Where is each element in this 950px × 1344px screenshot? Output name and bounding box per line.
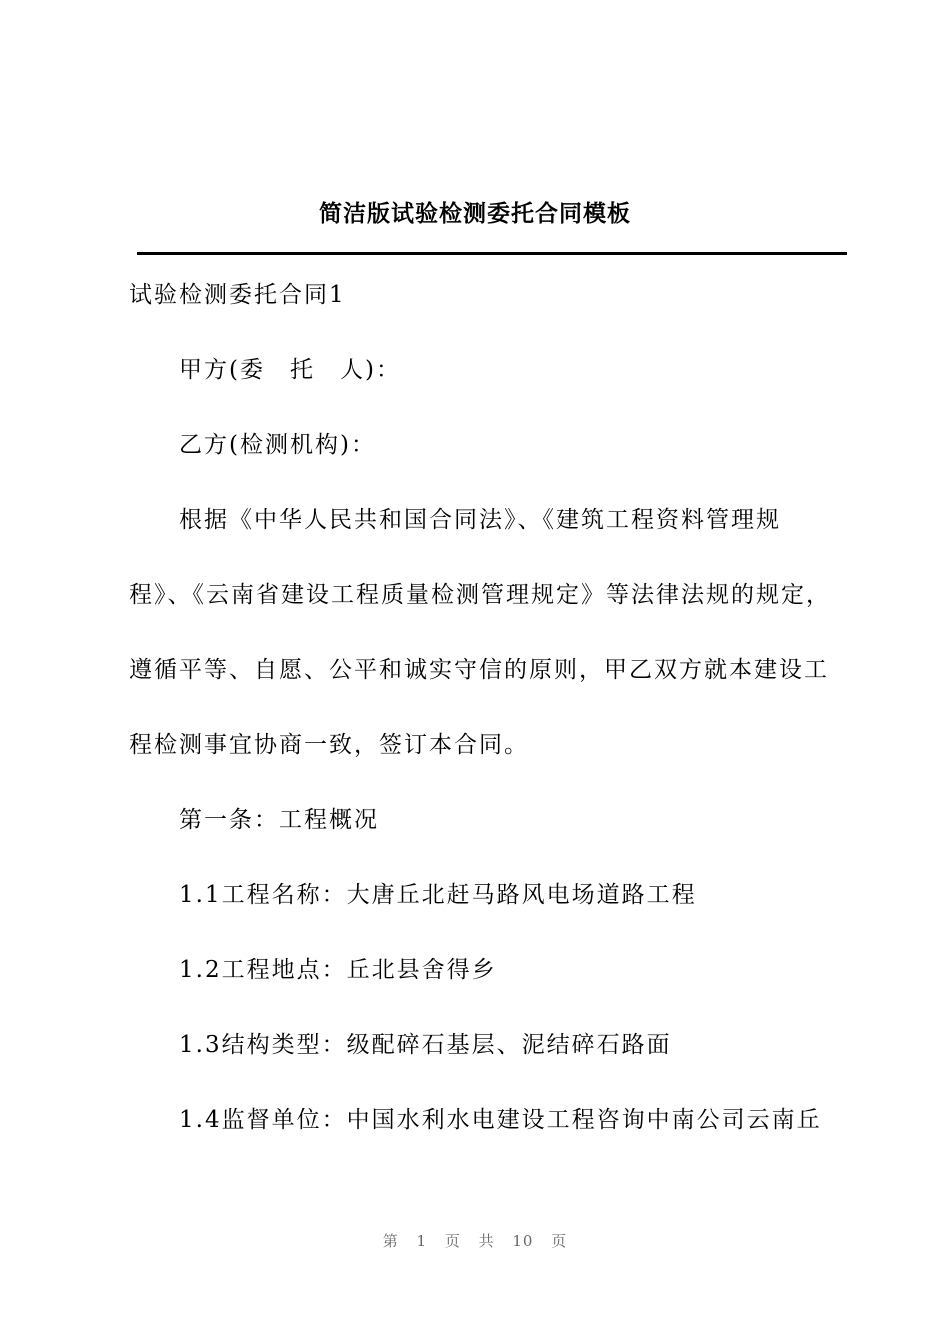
document-title: 简洁版试验检测委托合同模板 [319,200,631,227]
preamble-line: 程》、《云南省建设工程质量检测管理规定》等法律法规的规定， [129,582,831,608]
party-b-line: 乙方(检测机构)： [179,432,376,458]
preamble-line: 程检测事宜协商一致，签订本合同。 [129,732,529,758]
preamble-line: 根据《中华人民共和国合同法》、《建筑工程资料管理规 [179,507,781,533]
document-body [129,275,859,1175]
party-a-line: 甲方(委 托 人)： [179,357,401,383]
preamble-line: 遵循平等、自愿、公平和诚实守信的原则，甲乙双方就本建设工 [129,657,829,683]
article-1-title: 第一条：工程概况 [179,807,379,833]
project-name-item: 1.1工程名称：大唐丘北赶马路风电场道路工程 [179,882,697,908]
contract-heading: 试验检测委托合同1 [129,282,346,308]
structure-type-item: 1.3结构类型：级配碎石基层、泥结碎石路面 [179,1032,672,1058]
title-underline [137,252,847,255]
project-location-item: 1.2工程地点：丘北县舍得乡 [179,957,497,983]
preamble-paragraph [129,500,859,765]
page-footer: 第 1 页 共 10 页 [382,1232,568,1250]
supervision-unit-item: 1.4监督单位：中国水利水电建设工程咨询中南公司云南丘 [179,1107,822,1133]
